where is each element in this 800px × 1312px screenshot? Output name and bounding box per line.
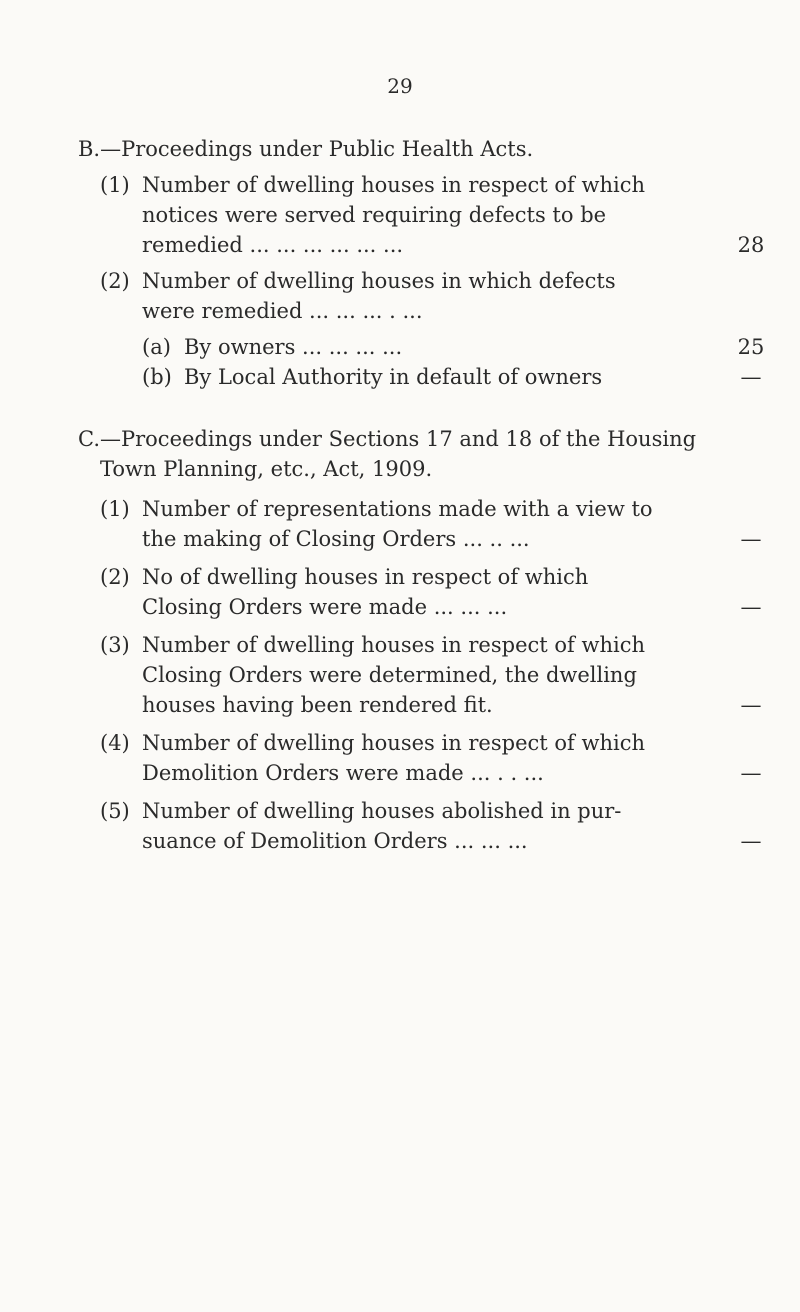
item-line: Demolition Orders were made ... . . ... — [142, 761, 544, 785]
section-c-title-line: C.—Proceedings under Sections 17 and 18 of the Housing — [78, 427, 697, 451]
item-line: notices were served requiring defects to be — [142, 203, 607, 227]
item-text — [142, 796, 697, 856]
item-text — [142, 170, 697, 260]
item-text — [142, 562, 697, 622]
item-line: Number of dwelling houses in respect of which — [142, 633, 645, 657]
subitem-letter: (a) — [142, 335, 171, 359]
item-line: Number of dwelling houses abolished in pur- — [142, 799, 622, 823]
subitem-text: By owners ... ... ... ... — [184, 335, 403, 359]
item-line: were remedied ... ... ... . ... — [142, 299, 423, 323]
item-line: Closing Orders were made ... ... ... — [142, 595, 508, 619]
item-value: — — [740, 527, 762, 551]
item-value: — — [740, 693, 762, 717]
page-number: 29 — [387, 74, 413, 98]
item-number: (3) — [100, 633, 130, 657]
item-value: — — [740, 595, 762, 619]
item-line: Number of dwelling houses in respect of which — [142, 173, 645, 197]
subitem-value: — — [740, 365, 762, 389]
subitem-text: By Local Authority in default of owners — [184, 365, 603, 389]
item-number: (4) — [100, 731, 130, 755]
item-line: the making of Closing Orders ... .. ... — [142, 527, 530, 551]
item-number: (1) — [100, 497, 130, 521]
section-c-title — [78, 424, 758, 484]
item-number: (2) — [100, 565, 130, 589]
item-line: Closing Orders were determined, the dwelling — [142, 663, 637, 687]
item-value: 28 — [737, 233, 765, 257]
item-text — [142, 630, 697, 720]
item-text — [142, 494, 697, 554]
item-line: Number of dwelling houses in which defects — [142, 269, 616, 293]
item-number: (5) — [100, 799, 130, 823]
item-line: houses having been rendered fit. — [142, 693, 493, 717]
item-line: No of dwelling houses in respect of which — [142, 565, 589, 589]
subitem-letter: (b) — [142, 365, 172, 389]
section-b-title: B.—Proceedings under Public Health Acts. — [78, 137, 534, 161]
item-line: Number of dwelling houses in respect of which — [142, 731, 645, 755]
item-line: suance of Demolition Orders ... ... ... — [142, 829, 528, 853]
subitem-value: 25 — [737, 335, 765, 359]
item-number: (1) — [100, 173, 130, 197]
item-value: — — [740, 829, 762, 853]
item-number: (2) — [100, 269, 130, 293]
section-c-title-line: Town Planning, etc., Act, 1909. — [100, 457, 433, 481]
item-value: — — [740, 761, 762, 785]
item-line: Number of representations made with a view to — [142, 497, 653, 521]
item-line: remedied ... ... ... ... ... ... — [142, 233, 404, 257]
item-text — [142, 728, 697, 788]
item-text — [142, 266, 697, 326]
